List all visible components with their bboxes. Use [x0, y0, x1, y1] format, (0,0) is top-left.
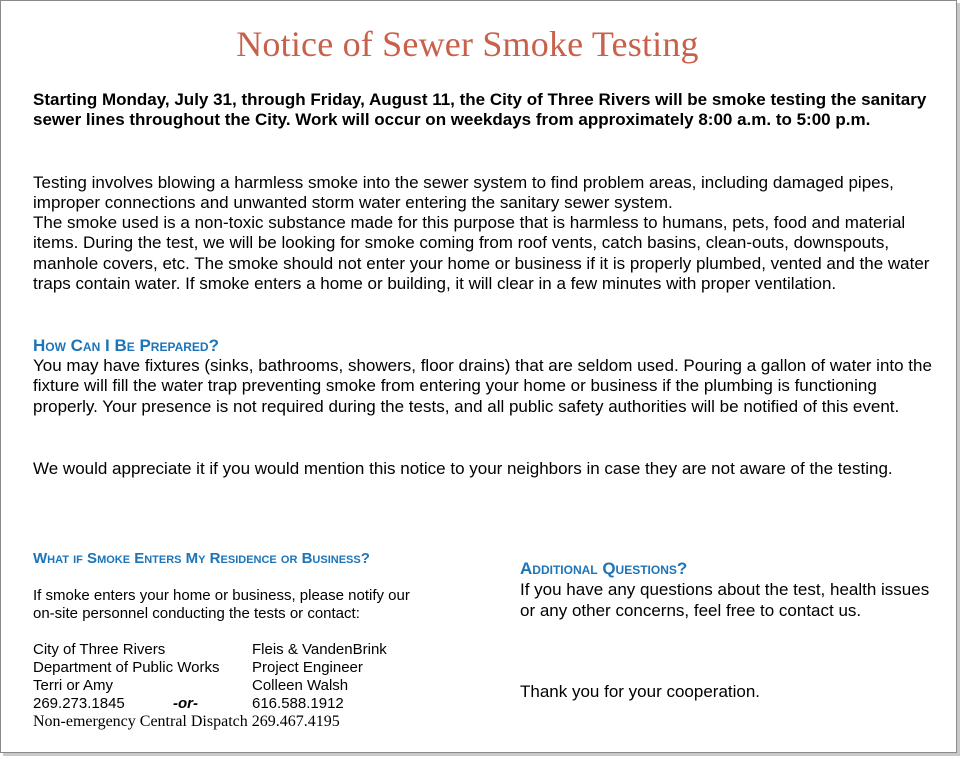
additional-heading: Additional Questions? — [520, 559, 688, 578]
residence-paragraph: If smoke enters your home or business, please notify our on-site personnel conducting the tests or contact: — [33, 587, 410, 622]
contact-right: Fleis & VandenBrink — [252, 641, 387, 658]
contact-row — [33, 659, 453, 677]
contact-row — [33, 641, 453, 659]
additional-paragraph: If you have any questions about the test, health issues or any other concerns, feel free to contact us. — [520, 580, 930, 620]
contact-right-phone: 616.588.1912 — [252, 695, 344, 712]
testing-paragraph: Testing involves blowing a harmless smoke into the sewer system to find problem areas, including damaged pipes, improper connections and unwanted storm water entering the sanitary sewer system. — [33, 173, 894, 213]
residence-heading: What if Smoke Enters My Residence or Business? — [33, 550, 370, 567]
prepared-paragraph: You may have fixtures (sinks, bathrooms, showers, floor drains) that are seldom used. Pouring a gallon of water into the fixture will fill the water trap preventing smoke from entering your home or business if the plumbing is functioning properly. Your presence is not required during the tests, and all public safety authorities will be notified of this event. — [33, 356, 932, 416]
or-separator: -or- — [173, 695, 198, 712]
prepared-heading: How Can I Be Prepared? — [33, 336, 219, 355]
intro-paragraph: Starting Monday, July 31, through Friday, August 11, the City of Three Rivers will be smoke testing the sanitary sewer lines throughout the City. Work will occur on weekdays from approximately 8:00 a.m. to 5:00 p.m. — [33, 90, 927, 129]
smoke-paragraph: The smoke used is a non-toxic substance made for this purpose that is harmless to humans, pets, food and material items. During the test, we will be looking for smoke coming from roof vents, catch basins, clean-outs, downspouts, manhole covers, etc. The smoke should not enter your home or business if it is properly plumbed, vented and the water traps contain water. If smoke enters a home or building, it will clear in a few minutes with proper ventilation. — [33, 213, 930, 293]
contact-right: Project Engineer — [252, 659, 363, 676]
page-title: Notice of Sewer Smoke Testing — [236, 24, 699, 64]
contact-row — [33, 695, 453, 713]
contact-left: Terri or Amy — [33, 677, 114, 694]
contact-row — [33, 677, 453, 695]
thanks-line: Thank you for your cooperation. — [520, 682, 761, 701]
contact-left-phone: 269.273.1845 — [33, 695, 125, 712]
neighbors-paragraph: We would appreciate it if you would mention this notice to your neighbors in case they are not aware of the testing. — [33, 459, 893, 478]
dispatch-line: Non-emergency Central Dispatch 269.467.4195 — [33, 713, 340, 730]
contact-right: Colleen Walsh — [252, 677, 349, 694]
contact-block — [33, 641, 453, 713]
contact-left: City of Three Rivers — [33, 641, 166, 658]
contact-left: Department of Public Works — [33, 659, 220, 676]
